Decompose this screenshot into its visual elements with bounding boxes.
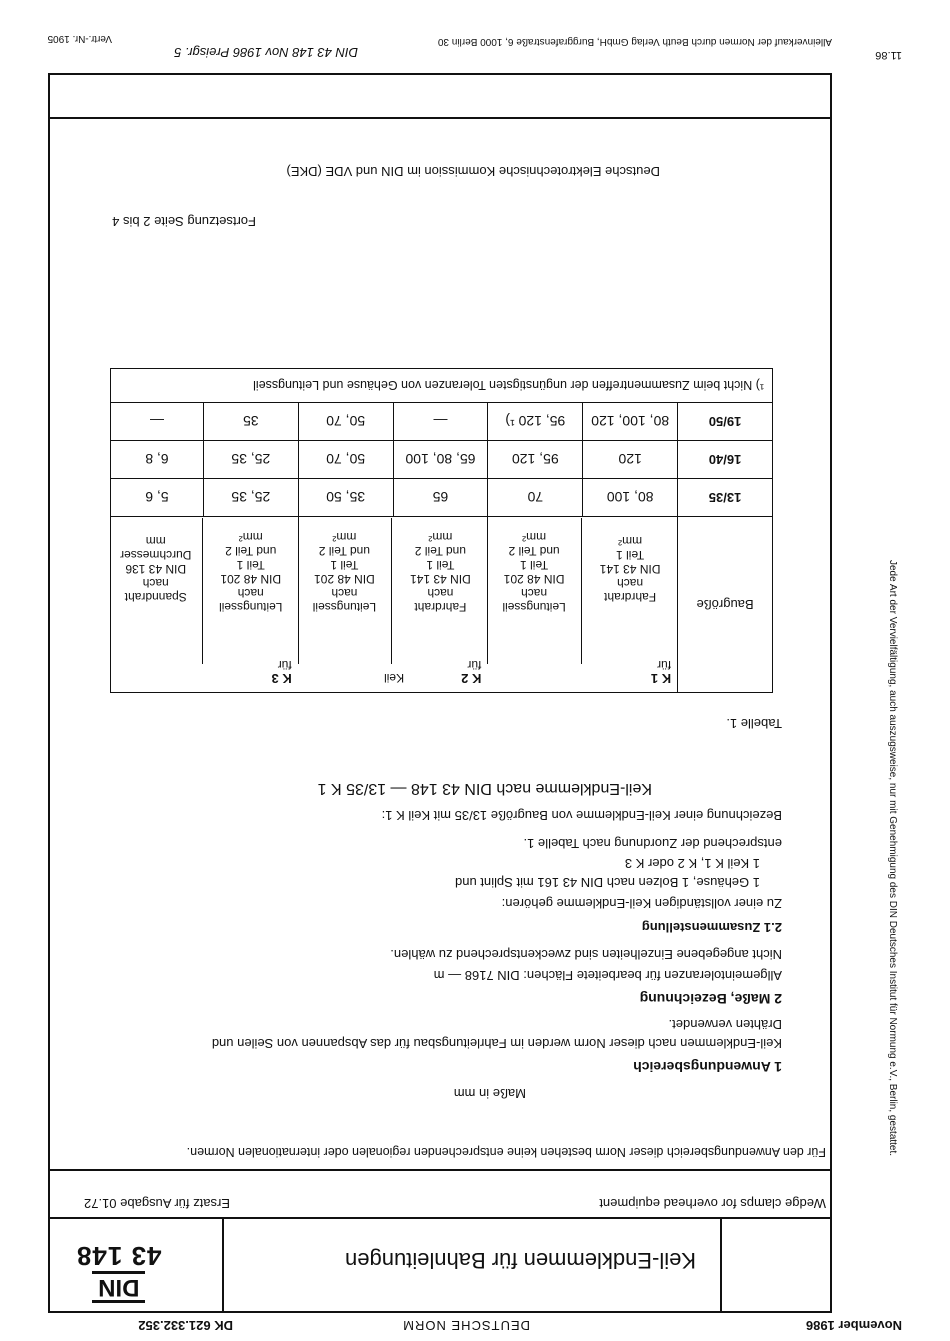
date-label: November 1986 (805, 1318, 902, 1333)
group-k2: K 2 (461, 671, 482, 687)
cell: 35, 50 (298, 479, 393, 517)
document-frame (48, 73, 832, 1313)
cell: 70 (488, 479, 583, 517)
col-header-4: Leitungsseil nach DIN 48 201 Teil 1 und Teil 2 mm² (312, 530, 377, 615)
footer-vertr: Vertr.-Nr. 1905 (47, 33, 112, 44)
din-number: 43 148 (76, 1241, 162, 1271)
table-1 (110, 368, 773, 693)
cell: 35 (203, 403, 298, 441)
section-2-line-1: Allgemeintoleranzen für bearbeitete Flächen: DIN 7168 — m (433, 968, 782, 983)
section-1-heading: 1 Anwendungsbereich (633, 1059, 782, 1075)
replaces-note: Ersatz für Ausgabe 01.72 (84, 1196, 230, 1211)
group-k3: K 3 (271, 671, 292, 687)
continuation-note: Fortsetzung Seite 2 bis 4 (112, 214, 256, 229)
section-2-1-item-1: 1 Gehäuse, 1 Bolzen nach DIN 43 161 mit Splint und (455, 875, 760, 890)
table-footnote: ¹) Nicht beim Zusammentreffen der ungünstigsten Toleranzen von Gehäuse und Leitungsseil (111, 369, 773, 403)
table-caption: Tabelle 1. (726, 716, 782, 731)
k1-header-group (488, 517, 678, 687)
scope-note: Für den Anwendungsbereich dieser Norm bestehen keine entsprechenden regionalen oder internationalen Normen. (186, 1145, 826, 1159)
fuer-k2: für (467, 658, 482, 673)
committee-name: Deutsche Elektrotechnische Kommission im DIN und VDE (DKE) (286, 164, 660, 179)
cell: — (393, 403, 488, 441)
din-label: DIN (92, 1271, 145, 1303)
table-row (111, 441, 773, 479)
page-title: Keil-Endklemmen für Bahnleitungen (345, 1248, 696, 1273)
section-2-1-item-3: entsprechend der Zuordnung nach Tabelle 1. (523, 836, 782, 851)
col-header-5: Leitungsseil nach DIN 48 201 Teil 1 und Teil 2 mm² (219, 530, 283, 615)
col-baugroesse: Baugröße (678, 517, 773, 693)
cell: — (111, 403, 204, 441)
section-2-1-intro: Zu einer vollständigen Keil-Endklemme gehören: (501, 896, 782, 911)
section-2-1-heading: 2.1 Zusammenstellung (641, 920, 782, 935)
fuer-k3: für (277, 658, 292, 673)
section-1-line-1: Keil-Endklemmen nach dieser Norm werden im Fahrleitungsbau für das Abspannen von Seilen und (211, 1036, 782, 1051)
cell: 95, 120 (488, 441, 583, 479)
cell: 6, 8 (111, 441, 204, 479)
cell: 65, 80, 100 (393, 441, 488, 479)
col-header-2: Leitungsseil nach DIN 48 201 Teil 1 und Teil 2 mm² (502, 530, 566, 615)
cell: 25, 35 (203, 479, 298, 517)
fuer-k1: für (657, 658, 672, 673)
keil-header: Keil (111, 665, 678, 693)
copyright-side-note: Jede Art der Vervielfältigung, auch auszugsweise, nur mit Genehmigung des DIN Deutsches Institut für Normung e.V., Berlin, gestattet. (887, 560, 898, 1157)
designation-intro: Bezeichnung einer Keil-Endklemme von Baugröße 13/35 mit Keil K 1: (381, 808, 782, 823)
cell: 50, 70 (298, 403, 393, 441)
cell: 25, 35 (203, 441, 298, 479)
footer-date-code: 11.86 (875, 49, 902, 61)
footer-divider (50, 117, 830, 119)
series-label: DEUTSCHE NORM (402, 1318, 530, 1333)
row-size: 19/50 (678, 403, 773, 441)
english-title: Wedge clamps for overhead equipment (599, 1196, 826, 1211)
cell: 65 (393, 479, 488, 517)
cell: 80, 100 (583, 479, 678, 517)
header-left-cell (720, 1217, 830, 1311)
header-title-cell (222, 1217, 720, 1311)
row-size: 16/40 (678, 441, 773, 479)
col-header-1: Fahrdraht nach DIN 43 141 Teil 1 mm² (599, 534, 661, 605)
footer-sales-note: Alleinverkauf der Normen durch Beuth Verlag GmbH, Burggrafenstraße 6, 1000 Berlin 30 (437, 36, 832, 47)
table-row (111, 403, 773, 441)
header-divider (50, 1169, 830, 1171)
header-din-cell (50, 1217, 222, 1311)
col-header-3: Fahrdraht nach DIN 43 141 Teil 1 und Teil 2 mm² (410, 530, 471, 615)
cell: 95, 120 ¹) (488, 403, 583, 441)
section-2-line-2: Nicht angegebene Einzelheiten sind zweckentsprechend zu wählen. (390, 947, 782, 962)
section-2-heading: 2 Maße, Bezeichnung (639, 991, 782, 1007)
cell: 5, 6 (111, 479, 204, 517)
table-row (111, 479, 773, 517)
units-note: Maße in mm (453, 1086, 526, 1101)
din-block (76, 1241, 162, 1303)
section-1-line-2: Drähten verwendet. (668, 1017, 782, 1032)
k3-header-group (111, 517, 299, 687)
cell: 120 (583, 441, 678, 479)
cell: 80, 100, 120 (583, 403, 678, 441)
row-size: 13/35 (678, 479, 773, 517)
section-2-1-item-2: 1 Keil K 1, K 2 oder K 3 (624, 856, 760, 871)
dk-number: DK 621.332.352 (138, 1318, 233, 1333)
group-k1: K 1 (650, 671, 672, 687)
footer-handwritten: DIN 43 148 Nov 1986 Preisgr. 5 (174, 45, 358, 60)
designation-example: Keil-Endklemme nach DIN 43 148 — 13/35 K 1 (317, 780, 652, 797)
col-header-6: Spanndraht nach DIN 43 136 Durchmesser mm (120, 534, 192, 605)
cell: 50, 70 (298, 441, 393, 479)
